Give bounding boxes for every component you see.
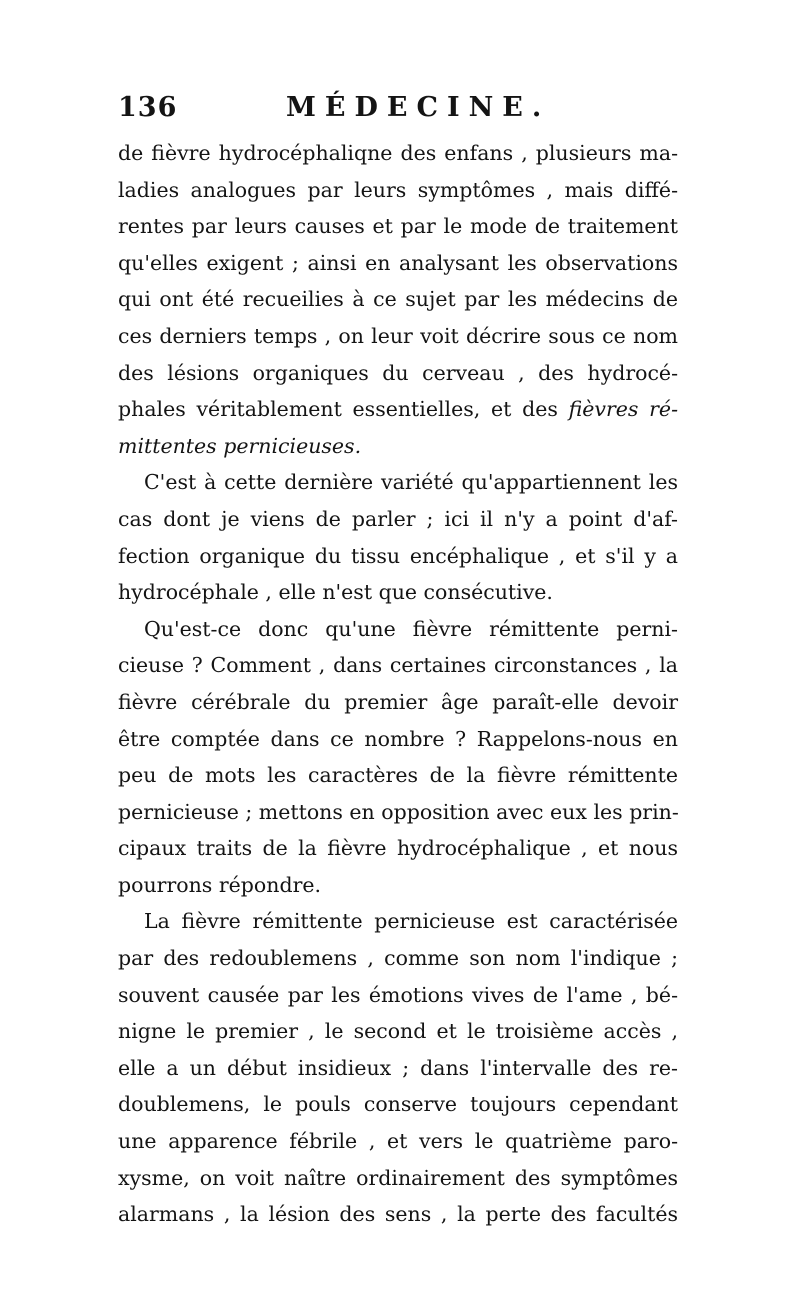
text-line: cas dont je viens de parler ; ici il n'y a point d'af- xyxy=(118,506,678,531)
text-line: qui ont été recueilies à ce sujet par les médecins de xyxy=(118,287,678,312)
text-line: souvent causée par les émotions vives de l'ame , bé- xyxy=(118,982,678,1007)
page-number: 136 xyxy=(118,92,178,123)
text-line: cieuse ? Comment , dans certaines circonstances , la xyxy=(118,653,678,678)
page-header xyxy=(118,92,678,132)
running-head: MÉDECINE. xyxy=(286,92,551,123)
body-text xyxy=(118,135,678,1233)
text-line: elle a un début insidieux ; dans l'intervalle des re- xyxy=(118,1055,678,1080)
text-line: par des redoublemens , comme son nom l'indique ; xyxy=(118,946,678,971)
text-line: Qu'est-ce donc qu'une fièvre rémittente perni- xyxy=(144,616,678,641)
text-line: doublemens, le pouls conserve toujours cependant xyxy=(118,1092,678,1117)
text-line: alarmans , la lésion des sens , la perte des facultés xyxy=(118,1202,678,1227)
text-line: nigne le premier , le second et le troisième accès , xyxy=(118,1019,678,1044)
text-line: ladies analogues par leurs symptômes , mais diffé- xyxy=(118,177,678,202)
text-line: fièvre cérébrale du premier âge paraît-elle devoir xyxy=(118,689,678,714)
text-line: qu'elles exigent ; ainsi en analysant les observations xyxy=(118,250,678,275)
text-line: pourrons répondre. xyxy=(118,872,322,897)
italic-run: fièvres ré- xyxy=(568,397,678,422)
text-line: de fièvre hydrocéphaliqne des enfans , plusieurs ma- xyxy=(118,141,678,165)
italic-run: mittentes pernicieuses. xyxy=(118,433,362,458)
text-line: xysme, on voit naître ordinairement des symptômes xyxy=(118,1165,678,1190)
text-line: rentes par leurs causes et par le mode de traitement xyxy=(118,214,678,239)
text-line: C'est à cette dernière variété qu'appartiennent les xyxy=(144,470,678,495)
text-line: pernicieuse ; mettons en opposition avec eux les prin- xyxy=(118,799,679,824)
text-line xyxy=(118,428,678,465)
text-line: une apparence fébrile , et vers le quatrième paro- xyxy=(118,1129,678,1154)
text-line xyxy=(118,391,678,428)
text-line: ces derniers temps , on leur voit décrire sous ce nom xyxy=(118,323,678,348)
text-line: être comptée dans ce nombre ? Rappelons-nous en xyxy=(118,726,678,751)
text-line: hydrocéphale , elle n'est que consécutive. xyxy=(118,580,553,605)
text-line: fection organique du tissu encéphalique , et s'il y a xyxy=(118,543,678,568)
text-line: peu de mots les caractères de la fièvre rémittente xyxy=(118,763,678,788)
text-line: cipaux traits de la fièvre hydrocéphalique , et nous xyxy=(118,836,678,861)
text-line: des lésions organiques du cerveau , des hydrocé- xyxy=(118,360,678,385)
text-line: La fièvre rémittente pernicieuse est caractérisée xyxy=(144,909,678,934)
text-run: phales véritablement essentielles, et des xyxy=(118,397,569,422)
